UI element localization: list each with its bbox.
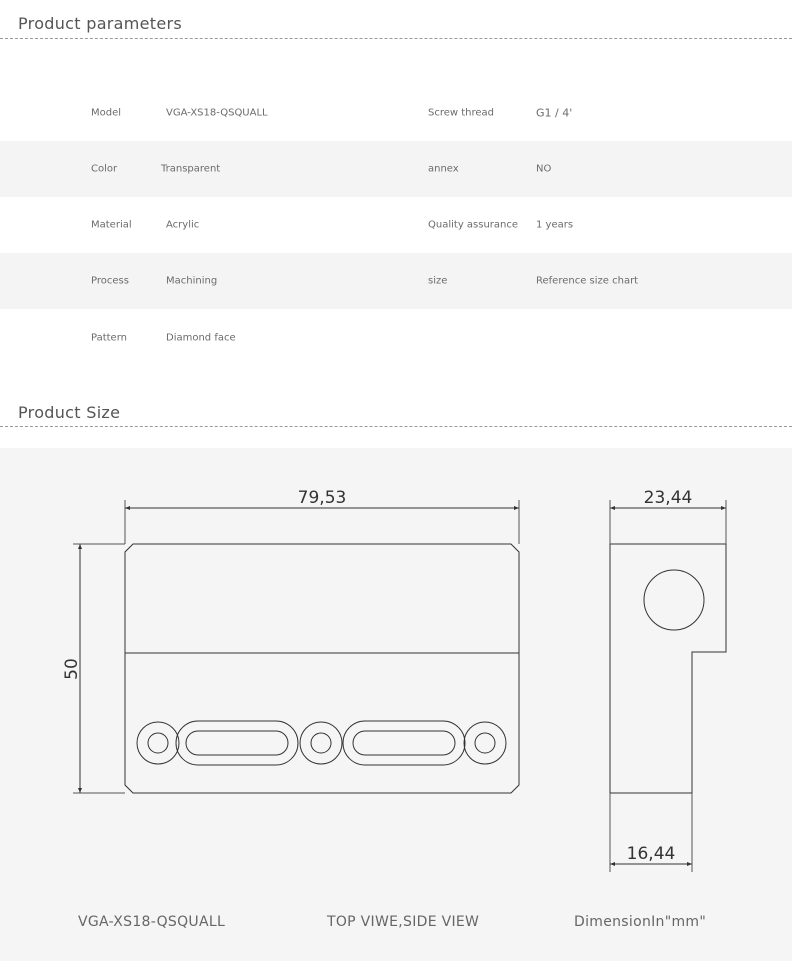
param-label: Model — [91, 107, 122, 119]
param-value: G1 / 4' — [536, 106, 573, 120]
footer-model: VGA-XS18-QSQUALL — [78, 914, 226, 930]
side-bottom-dimension-value: 16,44 — [626, 844, 676, 864]
slot-right — [343, 721, 465, 765]
slot-left — [176, 721, 298, 765]
top-view-outline — [125, 544, 519, 793]
param-value: Acrylic — [166, 219, 200, 231]
side-view-outline — [610, 544, 726, 793]
side-view-port — [644, 570, 704, 630]
width-dimension-value: 79,53 — [297, 488, 347, 508]
param-label: Color — [91, 163, 118, 175]
param-label: Process — [91, 275, 129, 287]
hole-left — [137, 722, 179, 764]
param-value: Diamond face — [166, 332, 236, 344]
footer-units: DimensionIn"mm" — [574, 914, 707, 930]
param-value: Machining — [166, 275, 218, 287]
param-label: Screw thread — [428, 107, 495, 119]
param-label: Quality assurance — [428, 219, 519, 231]
param-label: size — [428, 275, 448, 287]
params-title: Product parameters — [18, 14, 183, 33]
param-value: NO — [536, 163, 552, 175]
param-value: 1 years — [536, 219, 574, 231]
param-value: Reference size chart — [536, 275, 639, 287]
hole-middle — [300, 722, 342, 764]
height-dimension-value: 50 — [62, 658, 82, 680]
param-label: Material — [91, 219, 132, 231]
hole-right — [464, 722, 506, 764]
side-width-dimension-value: 23,44 — [643, 488, 693, 508]
param-value: Transparent — [161, 163, 221, 175]
param-label: Pattern — [91, 332, 127, 344]
param-label: annex — [428, 163, 459, 175]
param-value: VGA-XS18-QSQUALL — [166, 107, 268, 119]
footer-views: TOP VIWE,SIDE VIEW — [327, 914, 480, 930]
size-title: Product Size — [18, 403, 121, 422]
